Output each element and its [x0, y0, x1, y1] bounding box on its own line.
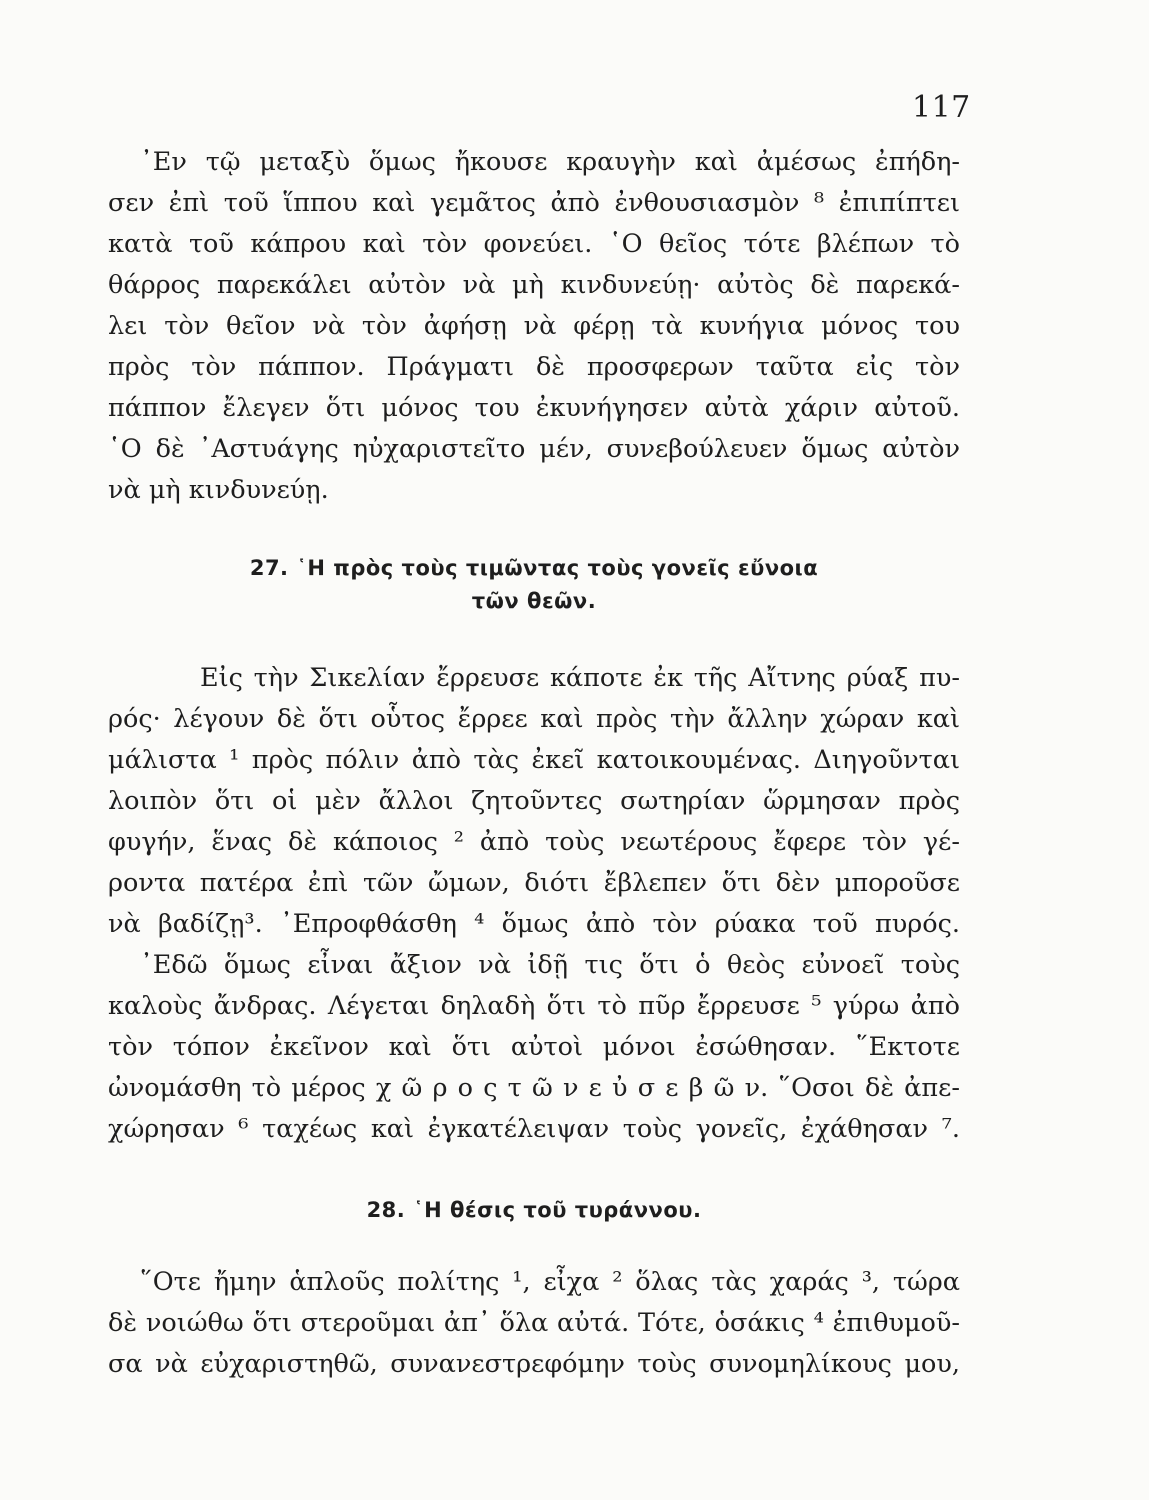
- text-line: λει τὸν θεῖον νὰ τὸν ἀφήσῃ νὰ φέρῃ τὰ κυνήγια μόνος του: [108, 311, 960, 341]
- text-line: καλοὺς ἄνδρας. Λέγεται δηλαδὴ ὅτι τὸ πῦρ ἔρρευσε ⁵ γύρω ἀπὸ: [108, 991, 960, 1021]
- text-line: ὠνομάσθη τὸ μέρος χ ῶ ρ ο ς τ ῶ ν ε ὐ σ ε β ῶ ν. ῞Οσοι δὲ ἀπε-: [108, 1073, 960, 1103]
- section-heading-27: [108, 552, 960, 618]
- text-line: σα νὰ εὐχαριστηθῶ, συνανεστρεφόμην τοὺς συνομηλίκους μου,: [108, 1349, 960, 1379]
- heading-line: 28. ῾Η θέσις τοῦ τυράννου.: [366, 1198, 702, 1222]
- text-line: ροντα πατέρα ἐπὶ τῶν ὤμων, διότι ἔβλεπεν ὅτι δὲν μποροῦσε: [108, 868, 960, 898]
- text-line: νὰ βαδίζῃ³. ᾿Επροφθάσθη ⁴ ὅμως ἀπὸ τὸν ρύακα τοῦ πυρός.: [108, 909, 960, 939]
- text-line: νὰ μὴ κινδυνεύῃ.: [108, 475, 329, 505]
- text-line: θάρρος παρεκάλει αὐτὸν νὰ μὴ κινδυνεύῃ· αὐτὸς δὲ παρεκά-: [108, 270, 960, 300]
- text-line: σεν ἐπὶ τοῦ ἵππου καὶ γεμᾶτος ἀπὸ ἐνθουσιασμὸν ⁸ ἐπιπίπτει: [108, 188, 960, 218]
- section-heading-28: [108, 1194, 960, 1227]
- paragraph-tyrant: [108, 1262, 960, 1385]
- paragraph-boar-hunt: [108, 142, 960, 511]
- text-line: ρός· λέγουν δὲ ὅτι οὗτος ἔρρεε καὶ πρὸς τὴν ἄλλην χώραν καὶ: [108, 704, 960, 734]
- text-line: πάππον ἔλεγεν ὅτι μόνος του ἐκυνήγησεν αὐτὰ χάριν αὐτοῦ.: [108, 393, 960, 423]
- text-line: μάλιστα ¹ πρὸς πόλιν ἀπὸ τὰς ἐκεῖ κατοικουμένας. Διηγοῦνται: [108, 745, 960, 775]
- text-line: χώρησαν ⁶ ταχέως καὶ ἐγκατέλειψαν τοὺς γονεῖς, ἐχάθησαν ⁷.: [108, 1114, 960, 1144]
- text-line: ῞Οτε ἤμην ἁπλοῦς πολίτης ¹, εἶχα ² ὅλας τὰς χαράς ³, τώρα: [140, 1267, 960, 1297]
- paragraph-etna-lava: [108, 658, 960, 945]
- text-line: ῾Ο δὲ ᾿Αστυάγης ηὐχαριστεῖτο μέν, συνεβούλευεν ὅμως αὐτὸν: [108, 434, 960, 464]
- text-line: δὲ νοιώθω ὅτι στεροῦμαι ἀπ᾿ ὅλα αὐτά. Τότε, ὁσάκις ⁴ ἐπιθυμοῦ-: [108, 1308, 960, 1338]
- text-line: λοιπὸν ὅτι οἱ μὲν ἄλλοι ζητοῦντες σωτηρίαν ὥρμησαν πρὸς: [108, 786, 960, 816]
- heading-line: τῶν θεῶν.: [471, 589, 597, 613]
- paragraph-pious-ones: [108, 945, 960, 1150]
- page-number: 117: [912, 90, 971, 125]
- text-line: φυγήν, ἕνας δὲ κάποιος ² ἀπὸ τοὺς νεωτέρους ἔφερε τὸν γέ-: [108, 827, 960, 857]
- text-line: ᾿Εν τῷ μεταξὺ ὅμως ἤκουσε κραυγὴν καὶ ἀμέσως ἐπήδη-: [140, 147, 960, 177]
- text-line: Εἰς τὴν Σικελίαν ἔρρευσε κάποτε ἐκ τῆς Αἴτνης ρύαξ πυ-: [200, 663, 960, 693]
- text-line: πρὸς τὸν πάππον. Πράγματι δὲ προσφερων ταῦτα εἰς τὸν: [108, 352, 960, 382]
- text-line: κατὰ τοῦ κάπρου καὶ τὸν φονεύει. ῾Ο θεῖος τότε βλέπων τὸ: [108, 229, 960, 259]
- heading-line: 27. ῾Η πρὸς τοὺς τιμῶντας τοὺς γονεῖς εὔνοια: [249, 556, 819, 580]
- text-line: τὸν τόπον ἐκεῖνον καὶ ὅτι αὐτοὶ μόνοι ἐσώθησαν. ῞Εκτοτε: [108, 1032, 960, 1062]
- text-line: ᾿Εδῶ ὅμως εἶναι ἄξιον νὰ ἰδῇ τις ὅτι ὁ θεὸς εὐνοεῖ τοὺς: [140, 950, 960, 980]
